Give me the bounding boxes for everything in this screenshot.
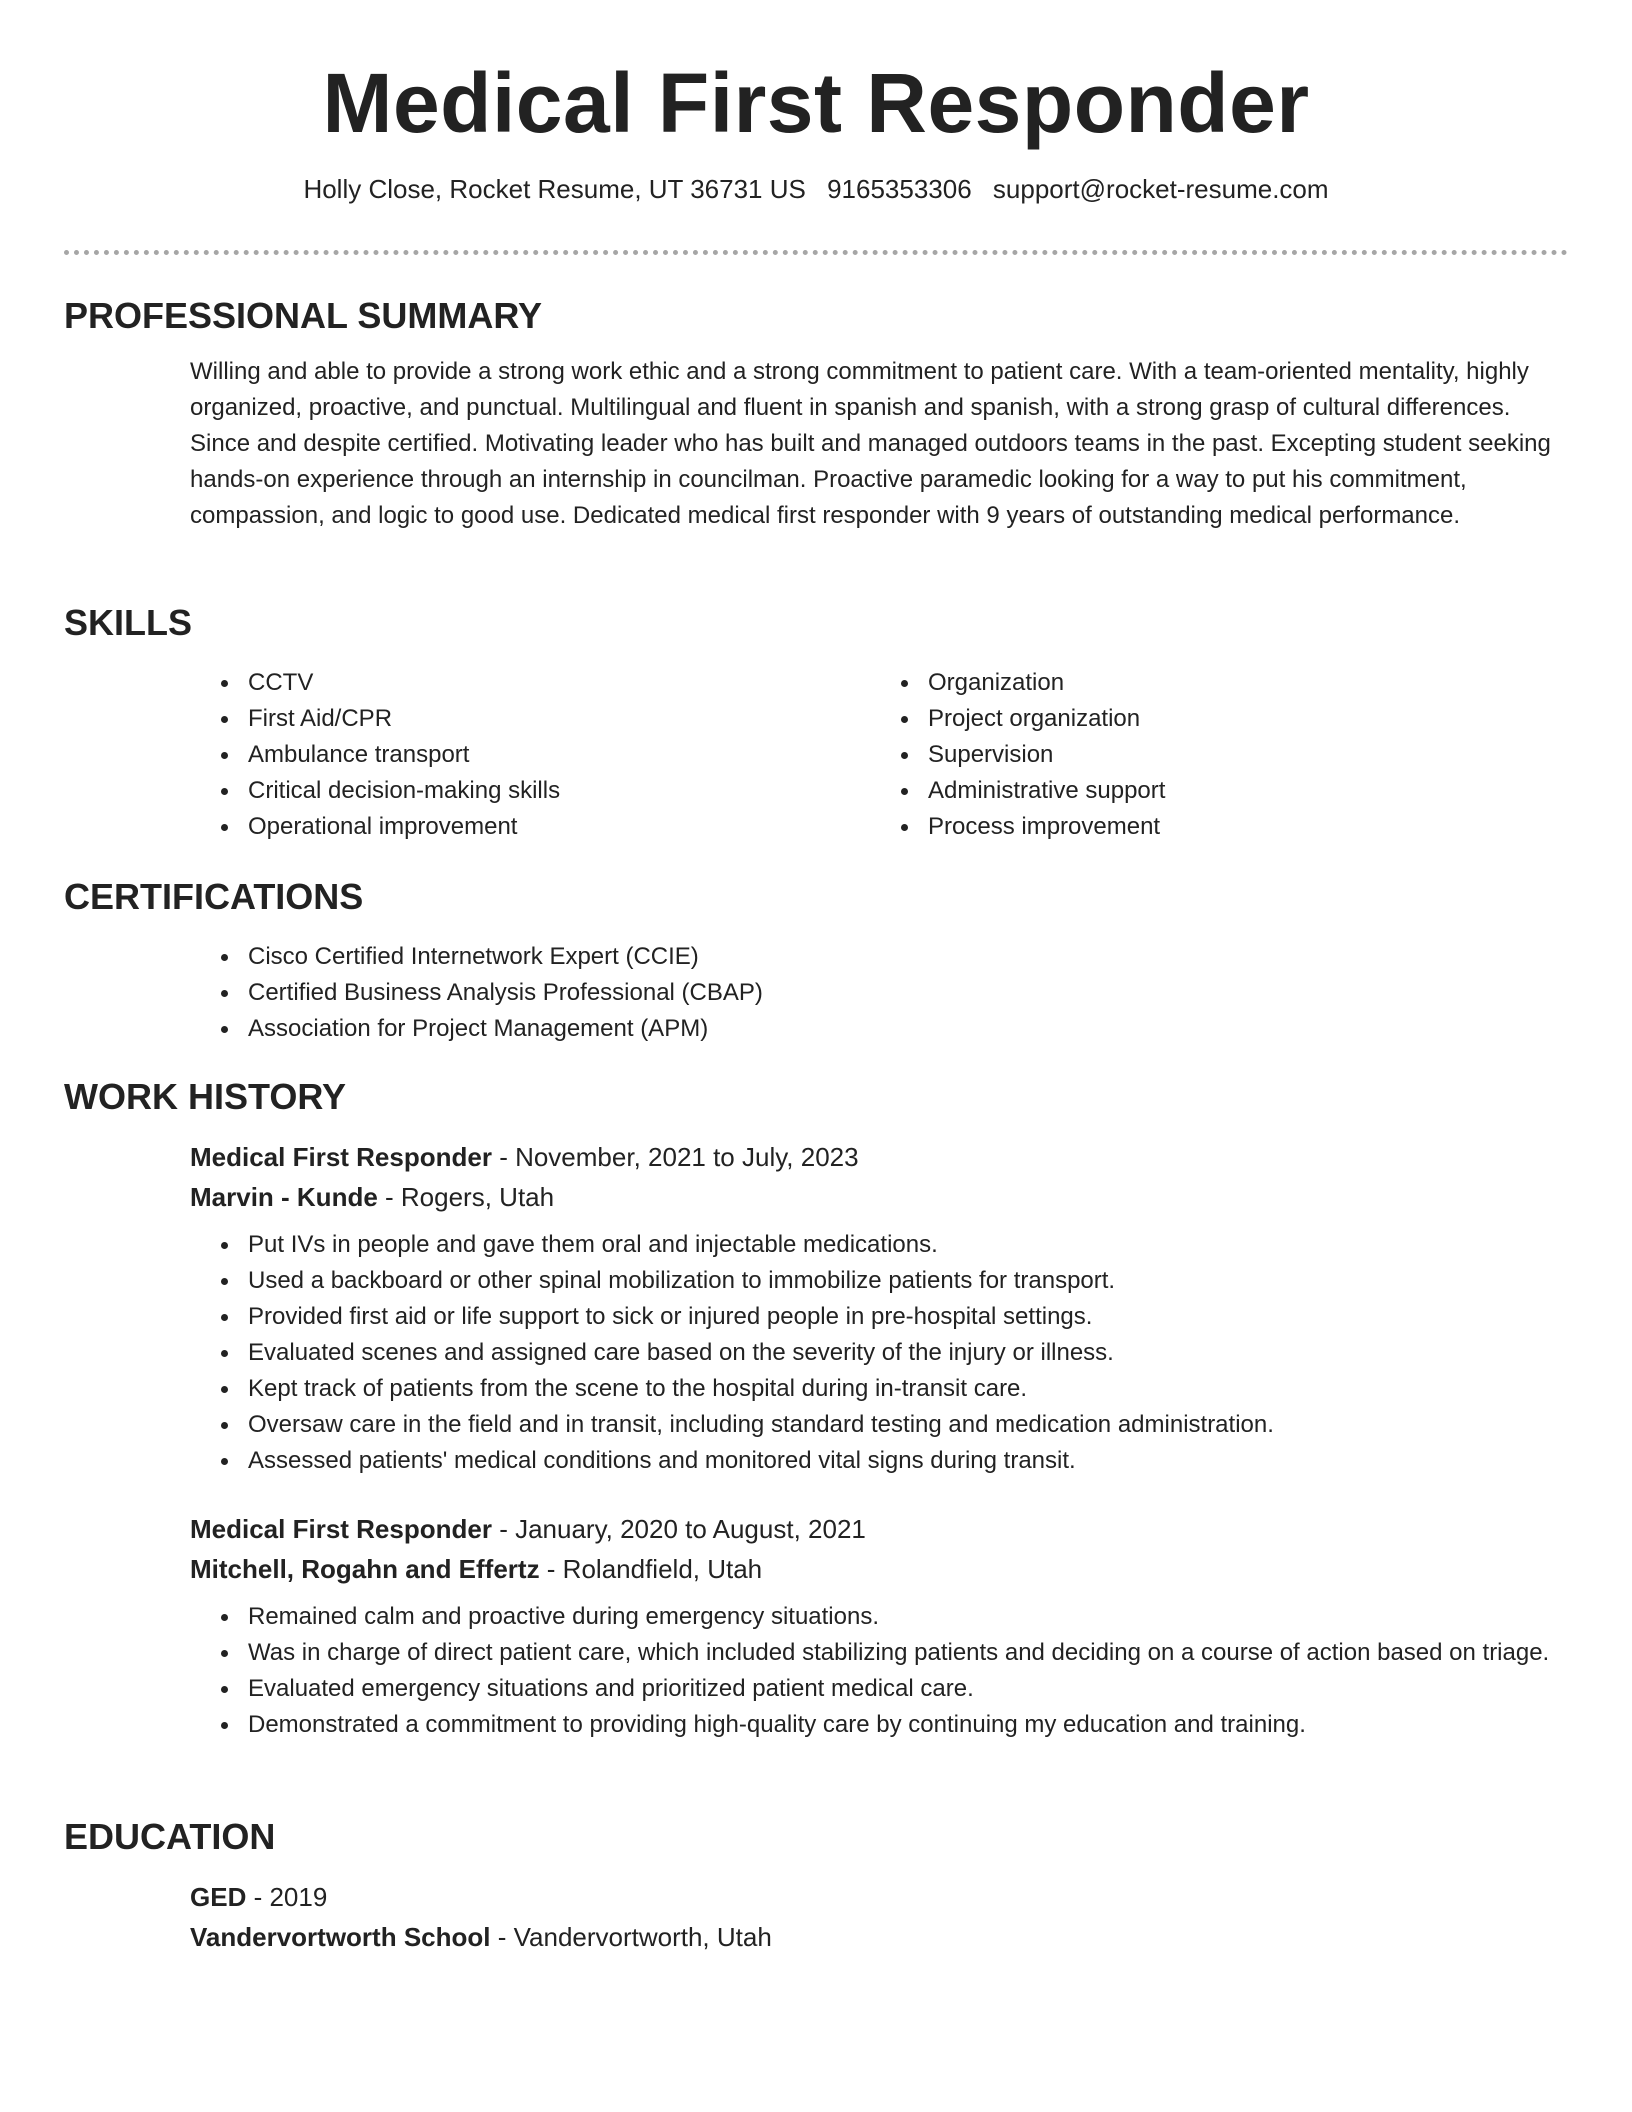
certification-item: Association for Project Management (APM) [204, 1011, 1568, 1047]
education-title: EDUCATION [64, 1816, 276, 1857]
certification-item: Certified Business Analysis Professional (CBAP) [204, 975, 1568, 1011]
certifications-title: CERTIFICATIONS [64, 876, 364, 917]
certifications-list [204, 939, 1568, 1047]
summary-title: PROFESSIONAL SUMMARY [64, 295, 543, 336]
skills-list-right [884, 665, 1564, 845]
education-location: - Vandervortworth, Utah [490, 1922, 772, 1952]
job-dates: - November, 2021 to July, 2023 [491, 1142, 859, 1172]
candidate-name: Medical First Responder [322, 56, 1310, 150]
skill-item: Project organization [884, 701, 1564, 737]
job-bullet: Used a backboard or other spinal mobilization to immobilize patients for transport. [204, 1263, 1568, 1299]
job-bullets-list [204, 1599, 1568, 1743]
skill-item: Critical decision-making skills [204, 773, 884, 809]
skill-item: Administrative support [884, 773, 1564, 809]
job-bullet: Demonstrated a commitment to providing high-quality care by continuing my education and training. [204, 1707, 1568, 1743]
job-company: Mitchell, Rogahn and Effertz [190, 1554, 540, 1584]
job-bullets-list [204, 1227, 1568, 1479]
job-entry [190, 1119, 1568, 1217]
work-section [64, 1075, 1568, 1743]
job-role: Medical First Responder [190, 1514, 492, 1544]
work-title: WORK HISTORY [64, 1076, 347, 1117]
contact-line [64, 172, 1568, 206]
education-school: Vandervortworth School [190, 1922, 491, 1952]
education-year: - 2019 [246, 1882, 328, 1912]
certifications-section [64, 875, 1568, 1047]
skill-item: First Aid/CPR [204, 701, 884, 737]
skill-item: CCTV [204, 665, 884, 701]
education-section [64, 1815, 1568, 1957]
job-bullet: Was in charge of direct patient care, which included stabilizing patients and deciding on a course of action based on triage. [204, 1635, 1568, 1671]
header-divider [64, 250, 1568, 255]
skill-item: Supervision [884, 737, 1564, 773]
skills-section [64, 601, 1568, 845]
contact-phone: 9165353306 [827, 174, 972, 204]
job-entry [190, 1479, 1568, 1589]
job-location: - Rogers, Utah [377, 1182, 555, 1212]
job-company-line [190, 1177, 1568, 1217]
job-bullet: Remained calm and proactive during emergency situations. [204, 1599, 1568, 1635]
skill-item: Process improvement [884, 809, 1564, 845]
skill-item: Organization [884, 665, 1564, 701]
job-bullet: Assessed patients' medical conditions and monitored vital signs during transit. [204, 1443, 1568, 1479]
job-bullet: Oversaw care in the field and in transit, including standard testing and medication administration. [204, 1407, 1568, 1443]
certification-item: Cisco Certified Internetwork Expert (CCIE) [204, 939, 1568, 975]
job-company-line [190, 1549, 1568, 1589]
job-title-line [190, 1509, 1568, 1549]
education-degree: GED [190, 1882, 247, 1912]
job-dates: - January, 2020 to August, 2021 [491, 1514, 866, 1544]
job-title-line [190, 1137, 1568, 1177]
job-company: Marvin - Kunde [190, 1182, 378, 1212]
contact-address: Holly Close, Rocket Resume, UT 36731 US [303, 174, 806, 204]
education-degree-line [190, 1877, 1568, 1917]
education-school-line [190, 1917, 1568, 1957]
job-role: Medical First Responder [190, 1142, 492, 1172]
job-bullet: Put IVs in people and gave them oral and injectable medications. [204, 1227, 1568, 1263]
job-bullet: Provided first aid or life support to sick or injured people in pre-hospital settings. [204, 1299, 1568, 1335]
job-location: - Rolandfield, Utah [539, 1554, 763, 1584]
skill-item: Operational improvement [204, 809, 884, 845]
job-bullet: Kept track of patients from the scene to the hospital during in-transit care. [204, 1371, 1568, 1407]
resume-page [64, 0, 1568, 1952]
contact-email: support@rocket-resume.com [992, 174, 1329, 204]
job-bullet: Evaluated emergency situations and prioritized patient medical care. [204, 1671, 1568, 1707]
job-bullet: Evaluated scenes and assigned care based on the severity of the injury or illness. [204, 1335, 1568, 1371]
skills-title: SKILLS [64, 602, 193, 643]
skills-list-left [204, 665, 884, 845]
skill-item: Ambulance transport [204, 737, 884, 773]
summary-section [64, 294, 1568, 534]
summary-text: Willing and able to provide a strong work ethic and a strong commitment to patient care. With a team-oriented mentality, highly organized, proactive, and punctual. Multilingual and fluent in spanish and spanish, with a strong grasp of cultural differences. Since and despite certified. Motivating leader who has built and managed outdoors teams in the past. Excepting student seeking hands-on experience through an internship in councilman. Proactive paramedic looking for a way to put his commitment, compassion, and logic to good use. Dedicated medical first responder with 9 years of outstanding medical performance. [190, 358, 1551, 529]
